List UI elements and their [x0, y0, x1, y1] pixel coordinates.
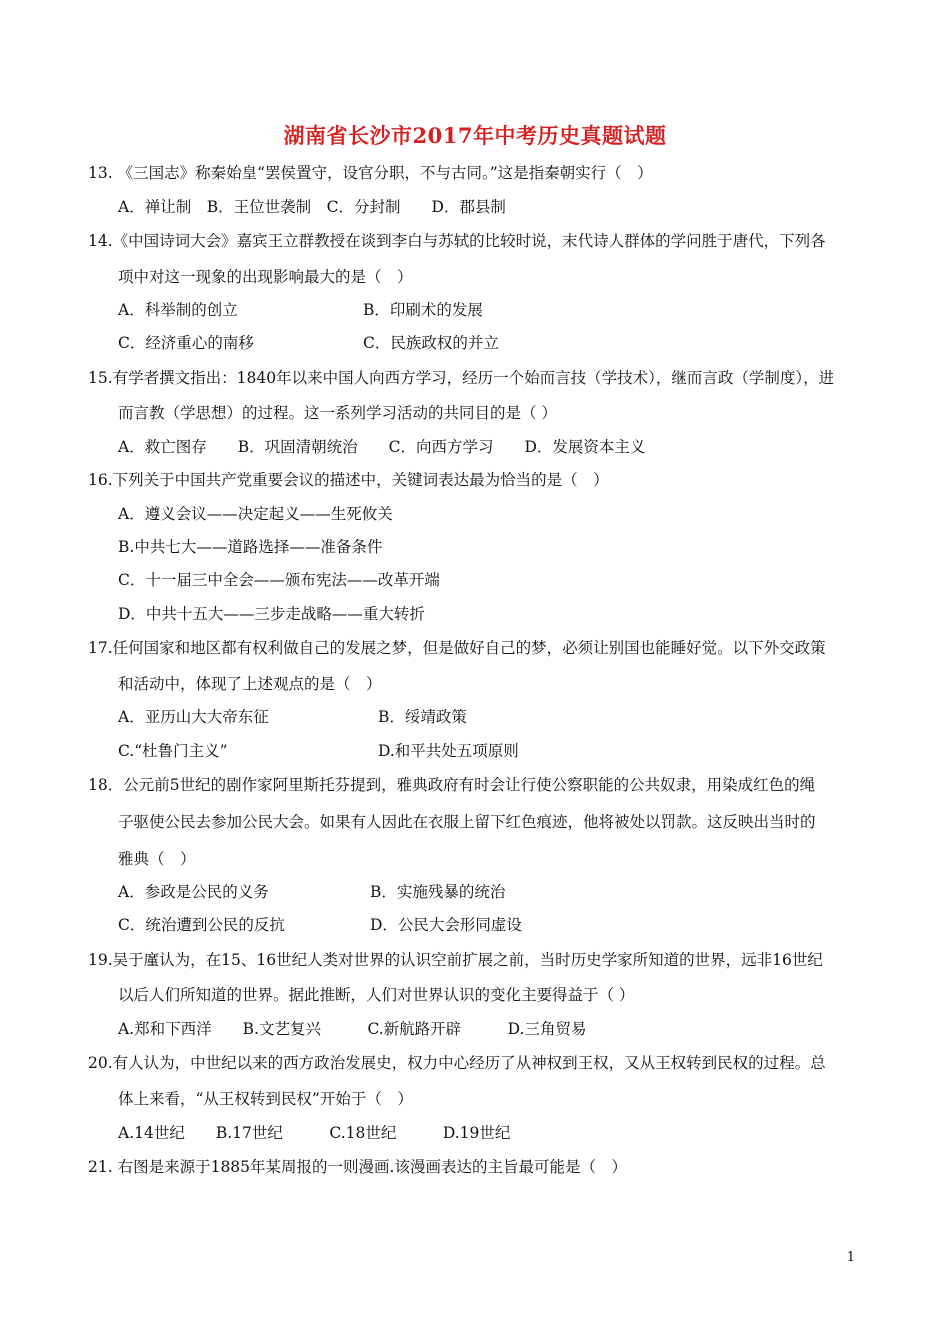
question-16-stem: 16.下列关于中国共产党重要会议的描述中，关键词表达最为恰当的是（ ）	[88, 471, 609, 489]
question-19-stem-line-1: 19.吴于廑认为，在15、16世纪人类对世界的认识空前扩展之前，当时历史学家所知道的世界，远非16世纪	[88, 951, 823, 969]
question-21-stem: 21. 右图是来源于1885年某周报的一则漫画.该漫画表达的主旨最可能是（ ）	[88, 1158, 627, 1176]
question-19-stem-line-2: 以后人们所知道的世界。据此推断，人们对世界认识的变化主要得益于（ ）	[118, 986, 635, 1004]
question-15-stem-line-2: 而言教（学思想）的过程。这一系列学习活动的共同目的是（ ）	[118, 404, 557, 422]
question-17-option-b: B．绥靖政策	[378, 708, 467, 726]
question-17-option-a: A．亚历山大大帝东征	[118, 708, 269, 726]
question-16-option-a: A．遵义会议——决定起义——生死攸关	[118, 505, 393, 523]
question-17-stem-line-1: 17.任何国家和地区都有权利做自己的发展之梦，但是做好自己的梦，必须让别国也能睡好觉。以下外交政策	[88, 639, 826, 657]
question-18-option-b: B．实施残暴的统治	[370, 883, 506, 901]
question-13-stem: 13. 《三国志》称秦始皇“罢侯置守，设官分职，不与古同。”这是指秦朝实行（ ）	[88, 164, 653, 182]
question-18-stem-line-2: 子驱使公民去参加公民大会。如果有人因此在衣服上留下红色痕迹，他将被处以罚款。这反映出当时的	[118, 813, 816, 831]
question-20-stem-line-2: 体上来看，“从王权转到民权”开始于（ ）	[118, 1090, 413, 1108]
question-17-stem-line-2: 和活动中，体现了上述观点的是（ ）	[118, 675, 382, 693]
question-19-options: A.郑和下西洋 B.文艺复兴 C.新航路开辟 D.三角贸易	[118, 1020, 587, 1038]
question-15-stem-line-1: 15.有学者撰文指出：1840年以来中国人向西方学习，经历一个始而言技（学技术），继而言政（学制度），进	[88, 369, 835, 387]
page-number: 1	[846, 1250, 855, 1265]
question-18-option-d: D．公民大会形同虚设	[370, 916, 522, 934]
question-14-stem-line-2: 项中对这一现象的出现影响最大的是（ ）	[118, 268, 413, 286]
question-18-stem-line-3: 雅典（ ）	[118, 850, 196, 868]
question-20-stem-line-1: 20.有人认为，中世纪以来的西方政治发展史，权力中心经历了从神权到王权，又从王权转到民权的过程。总	[88, 1054, 826, 1072]
question-16-option-d: D．中共十五大——三步走战略——重大转折	[118, 605, 425, 623]
question-17-option-c: C.“杜鲁门主义”	[118, 742, 228, 760]
question-14-option-c: C．经济重心的南移	[118, 334, 254, 352]
question-16-option-c: C．十一届三中全会——颁布宪法——改革开端	[118, 571, 440, 589]
question-15-options: A．救亡图存 B．巩固清朝统治 C．向西方学习 D．发展资本主义	[118, 438, 646, 456]
question-18-stem-line-1: 18．公元前5世纪的剧作家阿里斯托芬提到，雅典政府有时会让行使公察职能的公共奴隶，用染成红色的绳	[88, 776, 816, 794]
question-14-option-b: B．印刷术的发展	[363, 301, 483, 319]
question-16-option-b: B.中共七大——道路选择——准备条件	[118, 538, 383, 556]
question-17-option-d: D.和平共处五项原则	[378, 742, 519, 760]
question-14-option-a: A．科举制的创立	[118, 301, 238, 319]
question-18-option-c: C．统治遭到公民的反抗	[118, 916, 285, 934]
question-20-options: A.14世纪 B.17世纪 C.18世纪 D.19世纪	[118, 1124, 511, 1142]
question-13-options: A．禅让制 B．王位世袭制 C．分封制 D．郡县制	[118, 198, 506, 216]
question-14-option-d: C．民族政权的并立	[363, 334, 499, 352]
question-18-option-a: A．参政是公民的义务	[118, 883, 269, 901]
exam-title: 湖南省长沙市2017年中考历史真题试题	[283, 123, 667, 148]
question-14-stem-line-1: 14.《中国诗词大会》嘉宾王立群教授在谈到李白与苏轼的比较时说，末代诗人群体的学问胜于唐代，下列各	[88, 232, 826, 250]
